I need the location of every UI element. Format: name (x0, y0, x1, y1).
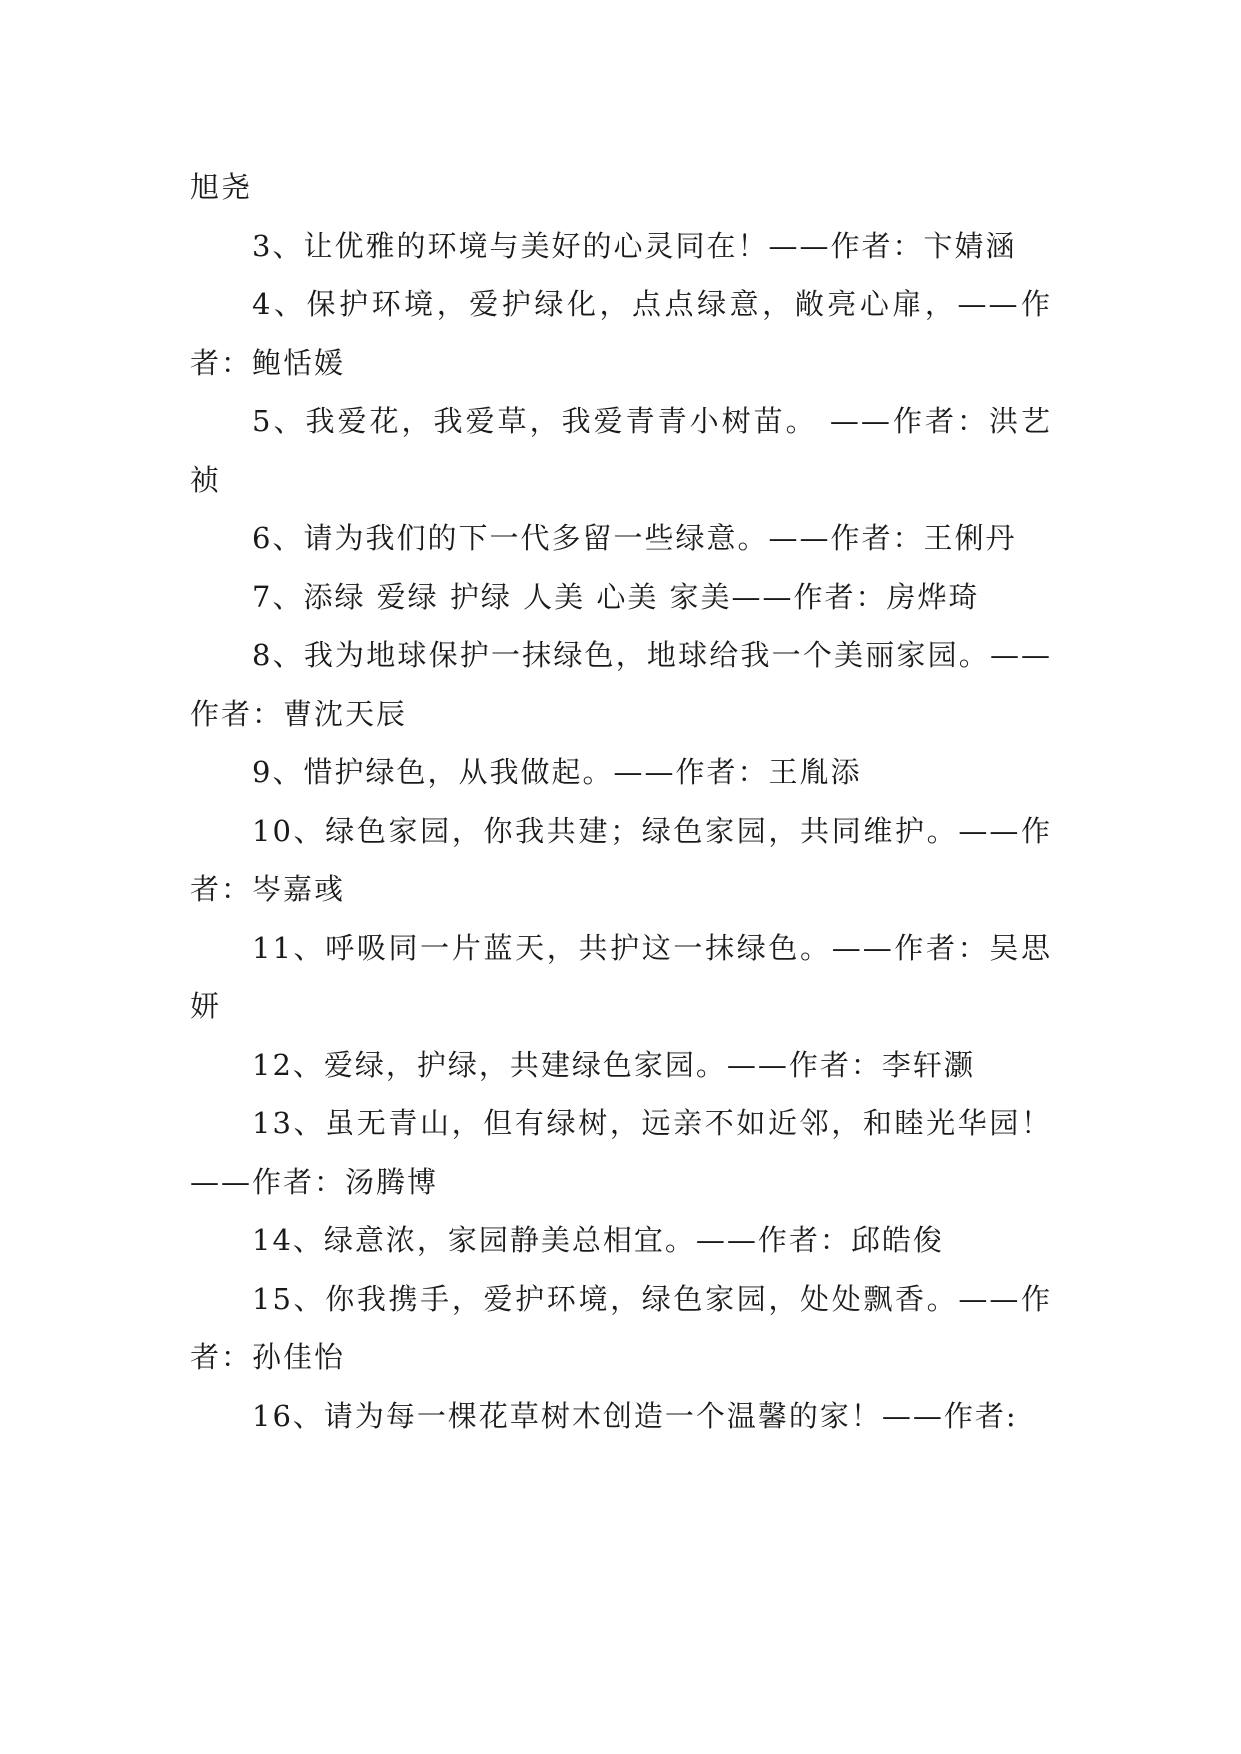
paragraph-slogan-16: 16、请为每一棵花草树木创造一个温馨的家！——作者: (252, 1398, 1018, 1433)
paragraph-slogan-6: 6、请为我们的下一代多留一些绿意。——作者：王俐丹 (252, 521, 1017, 555)
paragraph-slogan-7: 7、添绿 爱绿 护绿 人美 心美 家美——作者：房烨琦 (252, 579, 980, 614)
paragraph-slogan-10: 10、绿色家园，你我共建；绿色家园，共同维护。——作者：岑嘉彧 (190, 813, 1052, 906)
paragraph-slogan-9: 9、惜护绿色，从我做起。——作者：王胤添 (252, 755, 862, 789)
paragraph-slogan-3: 3、让优雅的环境与美好的心灵同在！——作者：卞婧涵 (252, 228, 1017, 263)
paragraph-slogan-12: 12、爱绿，护绿，共建绿色家园。——作者：李轩灏 (252, 1047, 975, 1082)
paragraph-continuation: 旭尧 (190, 170, 253, 204)
paragraph-slogan-5: 5、我爱花，我爱草，我爱青青小树苗。 ——作者：洪艺祯 (190, 404, 1052, 497)
paragraph-slogan-14: 14、绿意浓，家园静美总相宜。——作者：邱皓俊 (252, 1223, 944, 1257)
paragraph-slogan-8: 8、我为地球保护一抹绿色，地球给我一个美丽家园。——作者：曹沈天辰 (190, 638, 1052, 731)
paragraph-slogan-15: 15、你我携手，爱护环境，绿色家园，处处飘香。——作者：孙佳怡 (190, 1281, 1052, 1374)
document-body (190, 158, 1052, 1445)
paragraph-slogan-11: 11、呼吸同一片蓝天，共护这一抹绿色。——作者：吴思妍 (190, 930, 1052, 1023)
paragraph-slogan-4: 4、保护环境，爱护绿化，点点绿意，敞亮心扉，——作者：鲍恬媛 (190, 287, 1052, 380)
paragraph-slogan-13: 13、虽无青山，但有绿树，远亲不如近邻，和睦光华园！——作者：汤腾博 (190, 1106, 1052, 1199)
